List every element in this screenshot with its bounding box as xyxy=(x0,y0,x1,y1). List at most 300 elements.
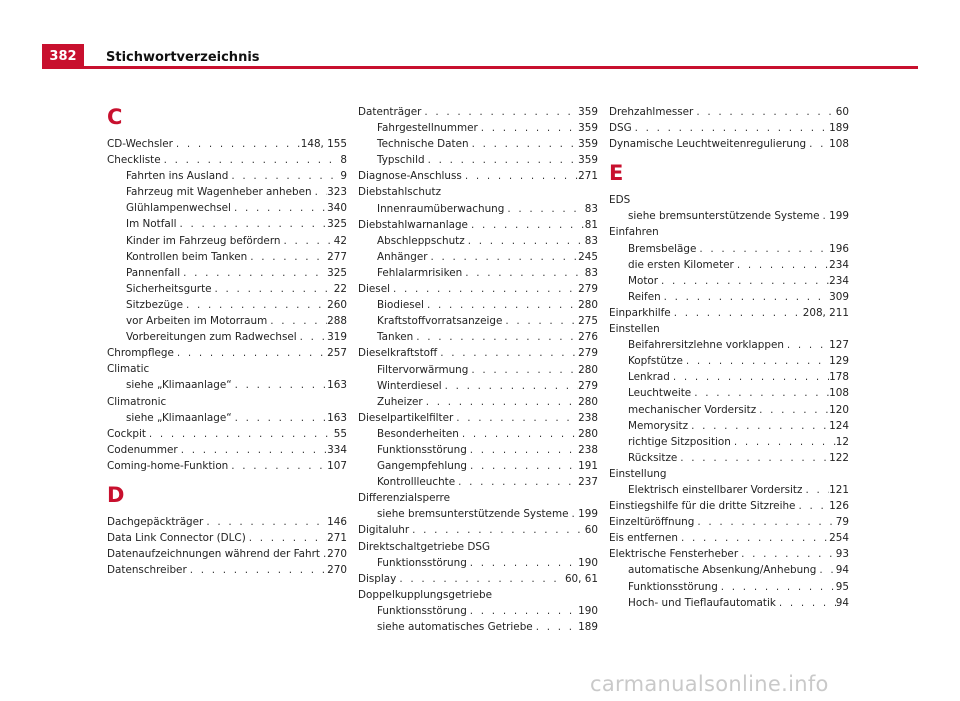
index-entry xyxy=(107,442,347,458)
entry-term: vor Arbeiten im Motorraum xyxy=(126,315,268,328)
entry-page: 325 xyxy=(327,218,347,231)
dot-leader xyxy=(187,562,327,578)
index-subentry xyxy=(358,313,598,329)
entry-page: 319 xyxy=(327,331,347,344)
index-entry xyxy=(107,530,347,546)
index-entry xyxy=(107,546,347,562)
entry-page: 120 xyxy=(829,403,849,416)
dot-leader xyxy=(424,297,578,313)
entry-term: Display xyxy=(358,572,397,585)
entry-term: Motor xyxy=(628,274,659,287)
entry-page: 270 xyxy=(327,564,347,577)
entry-page: 280 xyxy=(578,299,598,312)
entry-page: 279 xyxy=(578,379,598,392)
entry-term: Kontrollleuchte xyxy=(377,476,456,489)
entry-page: 127 xyxy=(829,339,849,352)
entry-page: 270 xyxy=(327,548,347,561)
entry-page: 129 xyxy=(829,355,849,368)
dot-leader xyxy=(467,442,578,458)
entry-term: Coming-home-Funktion xyxy=(107,459,229,472)
entry-term: Besonderheiten xyxy=(377,427,459,440)
entry-page: 8 xyxy=(340,154,347,167)
entry-page: 94 xyxy=(835,564,849,577)
index-subentry xyxy=(609,450,849,466)
entry-term: Funktionsstörung xyxy=(377,556,467,569)
entry-term: Datenträger xyxy=(358,106,422,118)
entry-term: Kinder im Fahrzeug befördern xyxy=(126,234,281,247)
entry-term: Technische Daten xyxy=(377,138,469,151)
entry-term: Biodiesel xyxy=(377,299,424,312)
entry-page: 359 xyxy=(578,122,598,135)
index-subentry xyxy=(107,265,347,281)
entry-term: Bremsbeläge xyxy=(628,242,697,255)
dot-leader xyxy=(816,562,835,578)
dot-leader xyxy=(671,305,803,321)
index-entry xyxy=(358,587,598,603)
entry-page: 189 xyxy=(578,621,598,633)
dot-leader xyxy=(442,378,579,394)
dot-leader xyxy=(467,555,578,571)
entry-term: Kontrollen beim Tanken xyxy=(126,250,248,263)
dot-leader xyxy=(203,514,327,530)
entry-page: 359 xyxy=(578,154,598,167)
dot-leader xyxy=(183,297,327,313)
index-subentry xyxy=(609,385,849,401)
entry-term: Lenkrad xyxy=(628,371,670,384)
entry-page: 146 xyxy=(327,515,347,528)
index-subentry xyxy=(358,362,598,378)
dot-leader xyxy=(756,402,829,418)
entry-term: Doppelkupplungsgetriebe xyxy=(358,588,492,601)
entry-term: siehe „Klimaanlage“ xyxy=(126,411,232,424)
index-entry xyxy=(609,498,849,514)
index-entry xyxy=(358,490,598,506)
index-subentry xyxy=(358,506,598,522)
entry-term: Dieselkraftstoff xyxy=(358,347,438,360)
entry-page: 189 xyxy=(829,122,849,135)
entry-page: 276 xyxy=(578,331,598,344)
index-subentry xyxy=(609,257,849,273)
entry-term: Funktionsstörung xyxy=(628,580,718,593)
entry-term: Tanken xyxy=(377,331,414,344)
entry-term: Leuchtweite xyxy=(628,387,692,400)
entry-term: mechanischer Vordersitz xyxy=(628,403,757,416)
index-entry xyxy=(609,120,849,136)
index-entry xyxy=(358,571,598,587)
entry-page: 60, 61 xyxy=(564,572,598,585)
entry-page: 277 xyxy=(327,250,347,263)
entry-term: Eis entfernen xyxy=(609,532,678,545)
dot-leader xyxy=(677,450,829,466)
dot-leader xyxy=(390,281,578,297)
entry-term: Fehlalarmrisiken xyxy=(377,266,463,279)
entry-page: 122 xyxy=(829,451,849,464)
entry-term: Gangempfehlung xyxy=(377,460,467,473)
index-entry xyxy=(609,530,849,546)
entry-term: Datenaufzeichnungen während der Fahrt xyxy=(107,548,320,561)
entry-page: 340 xyxy=(327,202,347,215)
index-subentry xyxy=(358,603,598,619)
entry-page: 42 xyxy=(333,234,347,247)
entry-term: Dachgepäckträger xyxy=(107,515,204,528)
entry-term: EDS xyxy=(609,194,631,207)
watermark: carmanualsonline.info xyxy=(590,672,829,696)
dot-leader xyxy=(462,265,585,281)
dot-leader xyxy=(459,426,578,442)
entry-page: 323 xyxy=(327,186,347,199)
entry-term: Drehzahlmesser xyxy=(609,106,694,118)
dot-leader xyxy=(694,514,835,530)
index-entry xyxy=(358,345,598,361)
page-number: 382 xyxy=(42,44,84,68)
index-entry xyxy=(609,192,849,208)
entry-page: 108 xyxy=(829,138,849,151)
entry-term: Fahrgestellnummer xyxy=(377,122,478,135)
index-column-3 xyxy=(609,104,849,611)
dot-leader xyxy=(533,619,578,635)
entry-term: Dynamische Leuchtweitenregulierung xyxy=(609,138,807,151)
entry-term: Kraftstoffvorratsanzeige xyxy=(377,315,503,328)
entry-term: siehe bremsunterstützende Systeme xyxy=(377,508,569,521)
entry-page: 93 xyxy=(835,548,849,561)
entry-term: Fahrten ins Ausland xyxy=(126,170,229,183)
section-letter: C xyxy=(107,105,123,129)
index-entry xyxy=(609,305,849,321)
dot-leader xyxy=(409,522,585,538)
index-entry xyxy=(609,466,849,482)
index-entry xyxy=(358,168,598,184)
index-subentry xyxy=(358,378,598,394)
entry-page: 95 xyxy=(835,580,849,593)
index-entry xyxy=(107,152,347,168)
index-subentry xyxy=(107,233,347,249)
dot-leader xyxy=(469,136,579,152)
entry-page: 196 xyxy=(829,242,849,255)
entry-term: Typschild xyxy=(377,154,425,167)
dot-leader xyxy=(693,104,835,120)
entry-page: 12 xyxy=(835,435,849,448)
index-subentry xyxy=(609,208,849,224)
index-subentry xyxy=(358,201,598,217)
entry-term: Einstiegshilfe für die dritte Sitzreihe xyxy=(609,500,796,513)
entry-page: 271 xyxy=(327,532,347,545)
index-subentry xyxy=(609,337,849,353)
index-subentry xyxy=(609,418,849,434)
dot-leader xyxy=(819,208,829,224)
entry-term: Kopfstütze xyxy=(628,355,683,368)
dot-leader xyxy=(437,345,578,361)
entry-page: 359 xyxy=(578,138,598,151)
entry-term: richtige Sitzposition xyxy=(628,435,731,448)
index-subentry xyxy=(107,313,347,329)
index-entry xyxy=(107,345,347,361)
dot-leader xyxy=(428,249,579,265)
index-entry xyxy=(358,104,598,120)
entry-term: Cockpit xyxy=(107,427,146,440)
dot-leader xyxy=(423,394,578,410)
index-subentry xyxy=(609,562,849,578)
header-rule xyxy=(42,66,918,69)
dot-leader xyxy=(658,273,829,289)
index-subentry xyxy=(609,273,849,289)
entry-term: Einfahren xyxy=(609,226,659,239)
entry-term: Dieselpartikelfilter xyxy=(358,411,454,424)
index-subentry xyxy=(358,555,598,571)
section-letter: E xyxy=(609,161,624,186)
index-entry xyxy=(107,562,347,578)
dot-leader xyxy=(784,337,829,353)
index-entry xyxy=(609,136,849,152)
dot-leader xyxy=(568,506,578,522)
index-subentry xyxy=(107,168,347,184)
dot-leader xyxy=(246,530,327,546)
dot-leader xyxy=(734,257,829,273)
index-subentry xyxy=(609,482,849,498)
index-subentry xyxy=(358,394,598,410)
entry-term: automatische Absenkung/Anhebung xyxy=(628,564,817,577)
index-subentry xyxy=(107,410,347,426)
index-subentry xyxy=(358,442,598,458)
entry-page: 280 xyxy=(578,427,598,440)
entry-page: 334 xyxy=(327,443,347,456)
dot-leader xyxy=(795,498,829,514)
dot-leader xyxy=(688,418,829,434)
entry-term: Einstellung xyxy=(609,467,667,480)
entry-page: 254 xyxy=(829,532,849,545)
dot-leader xyxy=(467,603,578,619)
entry-term: Beifahrersitzlehne vorklappen xyxy=(628,339,784,352)
entry-page: 199 xyxy=(829,210,849,223)
entry-page: 121 xyxy=(829,483,849,496)
entry-term: CD-Wechsler xyxy=(107,138,173,150)
dot-leader xyxy=(232,377,328,393)
index-entry xyxy=(107,136,347,152)
index-subentry xyxy=(609,579,849,595)
index-entry xyxy=(609,104,849,120)
index-entry xyxy=(107,394,347,410)
dot-leader xyxy=(776,595,836,611)
index-subentry xyxy=(107,200,347,216)
entry-page: 279 xyxy=(578,283,598,296)
entry-page: 199 xyxy=(578,508,598,521)
entry-page: 22 xyxy=(333,282,347,295)
page-title: Stichwortverzeichnis xyxy=(106,50,260,65)
entry-term: Einstellen xyxy=(609,323,660,336)
dot-leader xyxy=(802,482,829,498)
dot-leader xyxy=(632,120,830,136)
index-entry xyxy=(358,539,598,555)
dot-leader xyxy=(174,345,327,361)
entry-term: Fahrzeug mit Wagenheber anheben xyxy=(126,186,312,199)
entry-term: siehe bremsunterstützende Systeme xyxy=(628,210,820,223)
entry-page: 60 xyxy=(835,106,849,118)
entry-term: Filtervorwärmung xyxy=(377,363,469,376)
dot-leader xyxy=(320,546,327,562)
dot-leader xyxy=(691,385,829,401)
entry-term: Diebstahlschutz xyxy=(358,186,442,199)
entry-term: Data Link Connector (DLC) xyxy=(107,532,246,545)
entry-term: Funktionsstörung xyxy=(377,443,467,456)
index-subentry xyxy=(609,353,849,369)
entry-term: Einzeltüröffnung xyxy=(609,516,695,529)
index-subentry xyxy=(107,184,347,200)
index-subentry xyxy=(358,458,598,474)
entry-page: 60 xyxy=(584,524,598,537)
dot-leader xyxy=(396,571,565,587)
entry-page: 55 xyxy=(333,427,347,440)
entry-term: Direktschaltgetriebe DSG xyxy=(358,540,491,553)
index-entry xyxy=(358,281,598,297)
dot-leader xyxy=(468,217,585,233)
dot-leader xyxy=(421,104,578,120)
entry-term: siehe automatisches Getriebe xyxy=(377,621,533,633)
entry-page: 309 xyxy=(829,290,849,303)
index-entry xyxy=(609,321,849,337)
entry-term: Diagnose-Anschluss xyxy=(358,170,462,183)
dot-leader xyxy=(806,136,829,152)
dot-leader xyxy=(468,362,578,378)
entry-page: 81 xyxy=(584,218,598,231)
index-subentry xyxy=(358,120,598,136)
index-subentry xyxy=(107,281,347,297)
entry-page: 237 xyxy=(578,476,598,489)
entry-term: Anhänger xyxy=(377,250,428,263)
entry-page: 190 xyxy=(578,556,598,569)
dot-leader xyxy=(228,458,327,474)
index-subentry xyxy=(358,329,598,345)
index-subentry xyxy=(609,369,849,385)
entry-page: 359 xyxy=(578,106,598,118)
dot-leader xyxy=(312,184,328,200)
index-entry xyxy=(358,184,598,200)
entry-page: 83 xyxy=(584,202,598,215)
index-entry xyxy=(107,458,347,474)
dot-leader xyxy=(173,136,301,152)
index-entry xyxy=(107,361,347,377)
index-column-2 xyxy=(358,104,598,635)
dot-leader xyxy=(178,442,327,458)
dot-leader xyxy=(425,152,579,168)
dot-leader xyxy=(297,329,327,345)
entry-page: 9 xyxy=(340,170,347,183)
entry-term: Funktionsstörung xyxy=(377,604,467,617)
entry-term: Winterdiesel xyxy=(377,379,442,392)
index-entry xyxy=(609,514,849,530)
entry-term: Digitaluhr xyxy=(358,524,410,537)
index-subentry xyxy=(107,329,347,345)
dot-leader xyxy=(247,249,327,265)
index-entry xyxy=(609,546,849,562)
index-subentry xyxy=(609,595,849,611)
index-subentry xyxy=(358,136,598,152)
index-entry xyxy=(609,224,849,240)
dot-leader xyxy=(465,233,585,249)
dot-leader xyxy=(413,329,578,345)
dot-leader xyxy=(678,530,829,546)
entry-page: 234 xyxy=(829,258,849,271)
entry-page: 238 xyxy=(578,411,598,424)
entry-term: Reifen xyxy=(628,290,661,303)
entry-page: 280 xyxy=(578,363,598,376)
entry-term: Codenummer xyxy=(107,443,178,456)
entry-page: 191 xyxy=(578,460,598,473)
dot-leader xyxy=(453,410,578,426)
entry-page: 238 xyxy=(578,443,598,456)
index-entry xyxy=(107,514,347,530)
entry-page: 163 xyxy=(327,379,347,392)
dot-leader xyxy=(462,168,578,184)
dot-leader xyxy=(177,216,328,232)
index-subentry xyxy=(609,289,849,305)
dot-leader xyxy=(718,579,836,595)
entry-page: 257 xyxy=(327,347,347,360)
index-subentry xyxy=(358,265,598,281)
entry-page: 83 xyxy=(584,266,598,279)
dot-leader xyxy=(232,410,328,426)
entry-page: 279 xyxy=(578,347,598,360)
dot-leader xyxy=(228,168,340,184)
dot-leader xyxy=(212,281,334,297)
entry-term: Diesel xyxy=(358,283,390,296)
index-subentry xyxy=(358,619,598,635)
entry-page: 325 xyxy=(327,266,347,279)
dot-leader xyxy=(738,546,836,562)
entry-term: Pannenfall xyxy=(126,266,181,279)
dot-leader xyxy=(281,233,334,249)
dot-leader xyxy=(146,426,334,442)
index-subentry xyxy=(358,249,598,265)
dot-leader xyxy=(161,152,341,168)
index-entry xyxy=(358,522,598,538)
entry-term: die ersten Kilometer xyxy=(628,258,734,271)
index-subentry xyxy=(107,216,347,232)
entry-term: Checkliste xyxy=(107,154,161,167)
entry-page: 288 xyxy=(327,315,347,328)
entry-term: Sicherheitsgurte xyxy=(126,282,212,295)
entry-term: Vorbereitungen zum Radwechsel xyxy=(126,331,297,344)
dot-leader xyxy=(267,313,327,329)
entry-page: 79 xyxy=(835,516,849,529)
entry-term: Innenraumüberwachung xyxy=(377,202,505,215)
dot-leader xyxy=(180,265,327,281)
entry-term: siehe „Klimaanlage“ xyxy=(126,379,232,392)
entry-term: Diebstahlwarnanlage xyxy=(358,218,468,231)
entry-term: Differenzialsperre xyxy=(358,492,450,505)
index-subentry xyxy=(358,426,598,442)
entry-term: Memorysitz xyxy=(628,419,689,432)
index-entry xyxy=(358,217,598,233)
index-subentry xyxy=(358,297,598,313)
entry-page: 260 xyxy=(327,298,347,311)
index-entry xyxy=(107,426,347,442)
index-subentry xyxy=(107,377,347,393)
entry-term: Glühlampenwechsel xyxy=(126,202,231,215)
entry-page: 208, 211 xyxy=(802,306,849,319)
index-subentry xyxy=(358,233,598,249)
entry-term: Einparkhilfe xyxy=(609,306,671,319)
entry-page: 124 xyxy=(829,419,849,432)
entry-page: 271 xyxy=(578,170,598,183)
index-subentry xyxy=(609,241,849,257)
dot-leader xyxy=(467,458,578,474)
dot-leader xyxy=(696,241,829,257)
entry-term: Im Notfall xyxy=(126,218,177,231)
dot-leader xyxy=(670,369,829,385)
entry-term: Rücksitze xyxy=(628,451,678,464)
index-subentry xyxy=(609,402,849,418)
entry-term: Elektrisch einstellbarer Vordersitz xyxy=(628,483,803,496)
entry-term: Chrompflege xyxy=(107,347,174,360)
